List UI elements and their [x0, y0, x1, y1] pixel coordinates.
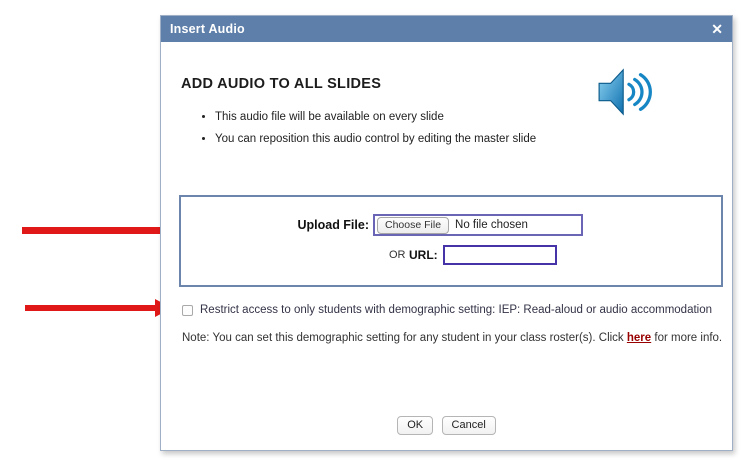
url-input[interactable] [443, 245, 557, 265]
file-input[interactable] [373, 214, 583, 236]
bullet-item: • You can reposition this audio control by editing the master slide [215, 128, 553, 150]
here-link[interactable]: here [626, 332, 652, 344]
note-text [182, 332, 722, 344]
or-label: OR [389, 249, 406, 261]
insert-audio-dialog [160, 15, 733, 451]
speaker-audio-icon [597, 66, 659, 123]
dialog-buttons [161, 415, 732, 435]
upload-box [179, 195, 723, 287]
close-icon[interactable]: ✕ [711, 21, 723, 37]
page-title: ADD AUDIO TO ALL SLIDES [181, 76, 382, 92]
restrict-access-label: Restrict access to only students with demographic setting: IEP: Read-aloud or audio accommodation [200, 304, 713, 316]
url-label: URL: [409, 248, 438, 262]
dialog-titlebar [161, 16, 732, 42]
arrow-shaft [25, 305, 155, 311]
cancel-button[interactable]: Cancel [442, 416, 496, 435]
file-chosen-status: No file chosen [455, 219, 528, 231]
restrict-access-row [182, 304, 712, 316]
upload-file-label: Upload File: [297, 218, 369, 232]
annotation-arrow-restrict-icon [25, 299, 172, 317]
info-bullet-list [201, 106, 553, 150]
bullet-item: • This audio file will be available on every slide [215, 106, 553, 128]
note-suffix: for more info. [651, 332, 723, 344]
note-prefix: Note: You can set this demographic setting for any student in your class roster(s). Click [182, 332, 627, 344]
restrict-access-checkbox[interactable] [182, 305, 193, 316]
choose-file-button[interactable]: Choose File [377, 217, 449, 234]
ok-button[interactable]: OK [397, 416, 433, 435]
dialog-title: Insert Audio [170, 22, 245, 36]
